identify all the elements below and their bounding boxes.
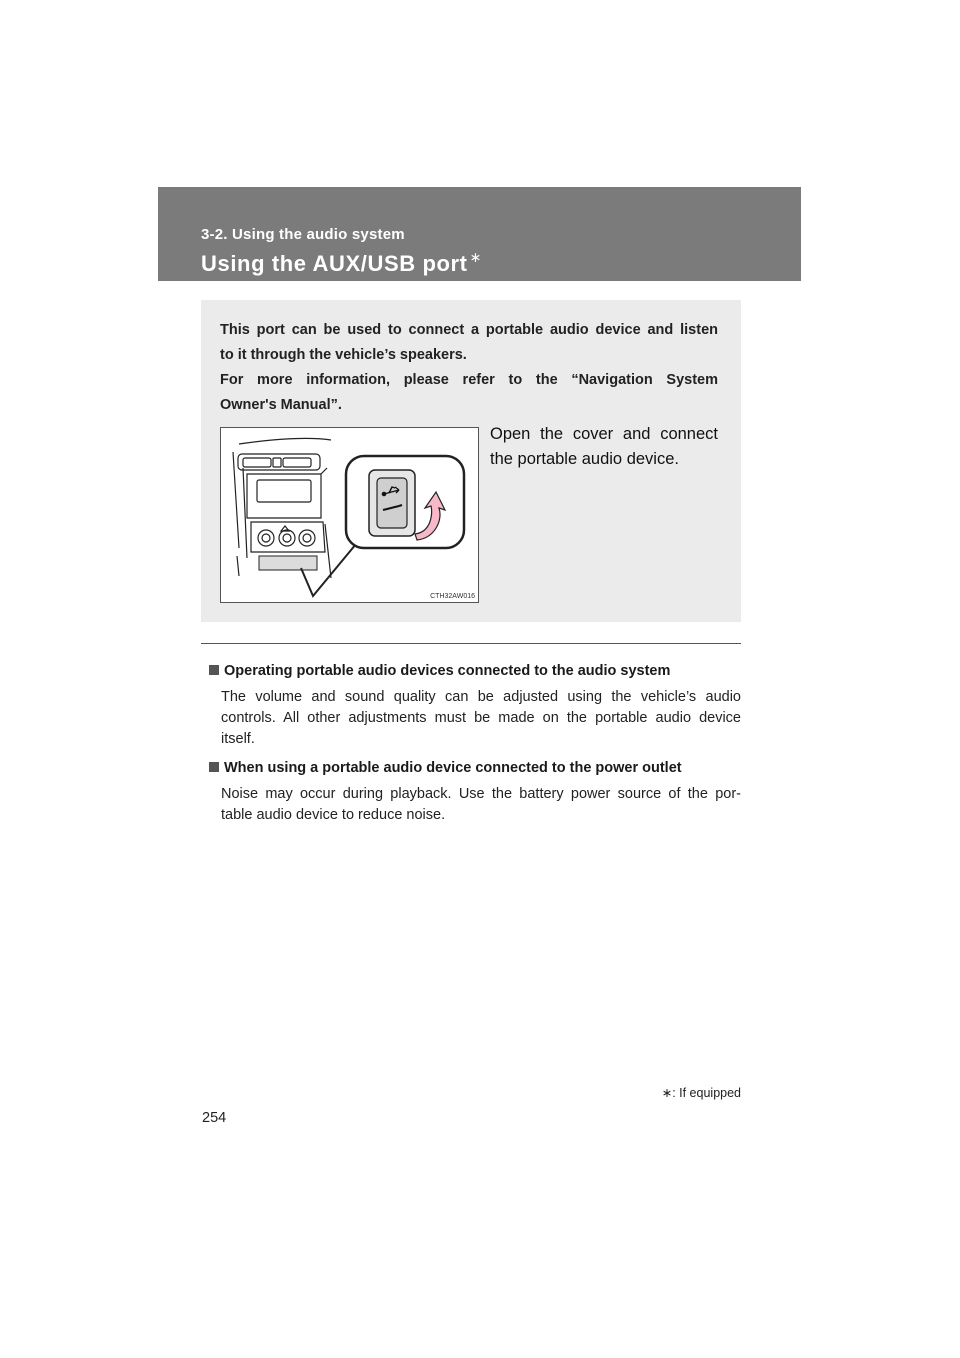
step-instruction	[490, 422, 718, 472]
divider	[201, 643, 741, 644]
note-heading	[209, 661, 741, 681]
equipped-mark: ∗	[469, 249, 482, 265]
figure-code: CTH32AW016	[430, 593, 475, 600]
dashboard-drawing	[221, 428, 478, 602]
note-line: Noise may occur during playback. Use the battery power source of the por-	[221, 786, 741, 802]
page-title-text: Using the AUX/USB port	[201, 251, 468, 276]
dashboard-illustration	[220, 427, 479, 603]
note-heading-text: Operating portable audio devices connected to the audio system	[224, 663, 671, 679]
intro-line: to it through the vehicle’s speakers.	[220, 347, 467, 363]
intro-line: This port can be used to connect a portable audio device and listen	[220, 322, 718, 338]
intro-text	[220, 318, 718, 418]
step-line: Open the cover and connect	[490, 425, 718, 443]
section-label: 3-2. Using the audio system	[201, 226, 405, 243]
note-body	[209, 784, 741, 826]
note-line: The volume and sound quality can be adjusted using the vehicle’s audio	[221, 689, 741, 705]
note-heading	[209, 758, 741, 778]
note-item	[209, 661, 741, 750]
square-bullet-icon	[209, 665, 219, 675]
note-line: controls. All other adjustments must be made on the portable audio device	[221, 710, 741, 726]
page-number: 254	[202, 1110, 227, 1126]
intro-line: Owner's Manual”.	[220, 397, 342, 413]
note-item	[209, 758, 741, 826]
intro-line: For more information, please refer to the “Navigation System	[220, 372, 718, 388]
note-heading-text: When using a portable audio device connected to the power outlet	[224, 760, 682, 776]
note-line: itself.	[221, 731, 255, 747]
step-line: the portable audio device.	[490, 450, 679, 468]
square-bullet-icon	[209, 762, 219, 772]
note-body	[209, 687, 741, 750]
notes	[209, 661, 741, 834]
page-title	[201, 249, 482, 277]
footnote: ∗: If equipped	[661, 1086, 741, 1100]
note-line: table audio device to reduce noise.	[221, 807, 446, 823]
